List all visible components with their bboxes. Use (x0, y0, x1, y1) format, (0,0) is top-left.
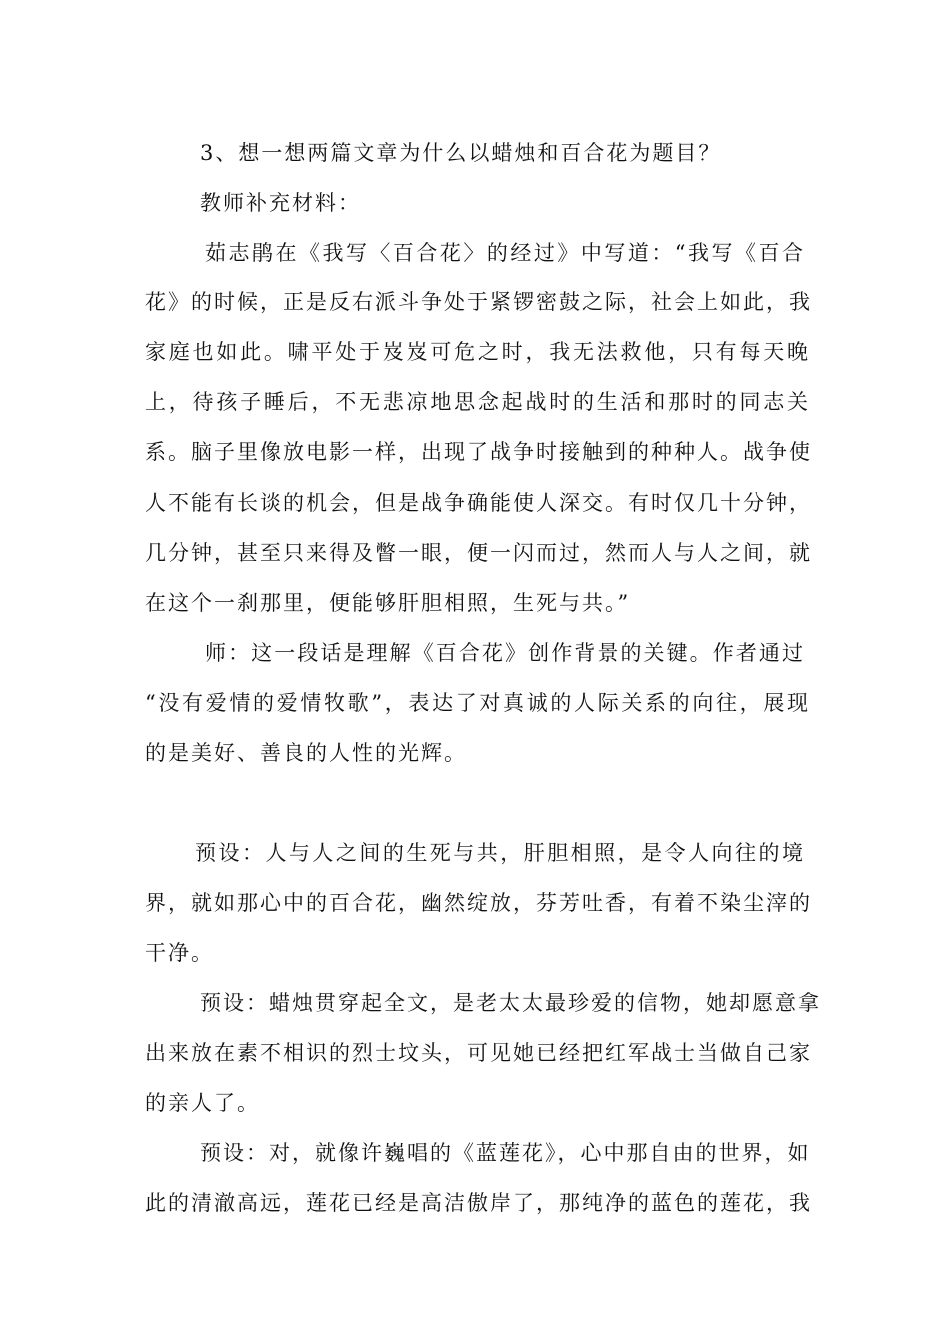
paragraph-line: 茹志鹃在《我写〈百合花〉的经过》中写道：“我写《百合 (205, 241, 805, 265)
question-heading: 3、想一想两篇文章为什么以蜡烛和百合花为题目？ (200, 141, 722, 165)
paragraph-line: 此的清澈高远，莲花已经是高洁傲岸了，那纯净的蓝色的莲花，我 (145, 1191, 812, 1215)
paragraph-line: 干净。 (145, 941, 214, 965)
paragraph-line: “没有爱情的爱情牧歌”，表达了对真诚的人际关系的向往，展现 (145, 691, 810, 715)
paragraph-line: 上，待孩子睡后，不无悲凉地思念起战时的生活和那时的同志关 (145, 390, 810, 414)
paragraph-line: 的亲人了。 (145, 1091, 260, 1115)
paragraph-line: 系。脑子里像放电影一样，出现了战争时接触到的种种人。战争使 (145, 440, 812, 464)
paragraph-line: 师：这一段话是理解《百合花》创作背景的关键。作者通过 (205, 641, 805, 665)
paragraph-line: 的是美好、善良的人性的光辉。 (145, 741, 467, 765)
paragraph-line: 在这个一刹那里，便能够肝胆相照，生死与共。” (145, 591, 631, 615)
paragraph-line: 界，就如那心中的百合花，幽然绽放，芬芳吐香，有着不染尘滓的 (145, 891, 812, 915)
section-label: 教师补充材料： (200, 191, 361, 215)
paragraph-line: 预设：蜡烛贯穿起全文，是老太太最珍爱的信物，她却愿意拿 (200, 991, 821, 1015)
paragraph-line: 人不能有长谈的机会，但是战争确能使人深交。有时仅几十分钟， (145, 491, 812, 515)
paragraph-line: 花》的时候，正是反右派斗争处于紧锣密鼓之际，社会上如此，我 (145, 290, 812, 314)
paragraph-line: 预设：对，就像许巍唱的《蓝莲花》，心中那自由的世界，如 (200, 1141, 811, 1165)
paragraph-line: 几分钟，甚至只来得及瞥一眼，便一闪而过，然而人与人之间，就 (145, 541, 812, 565)
paragraph-line: 家庭也如此。啸平处于岌岌可危之时，我无法救他，只有每天晚 (145, 340, 810, 364)
paragraph-line: 预设：人与人之间的生死与共，肝胆相照，是令人向往的境 (195, 841, 805, 865)
paragraph-line: 出来放在素不相识的烈士坟头，可见她已经把红军战士当做自己家 (145, 1041, 812, 1065)
